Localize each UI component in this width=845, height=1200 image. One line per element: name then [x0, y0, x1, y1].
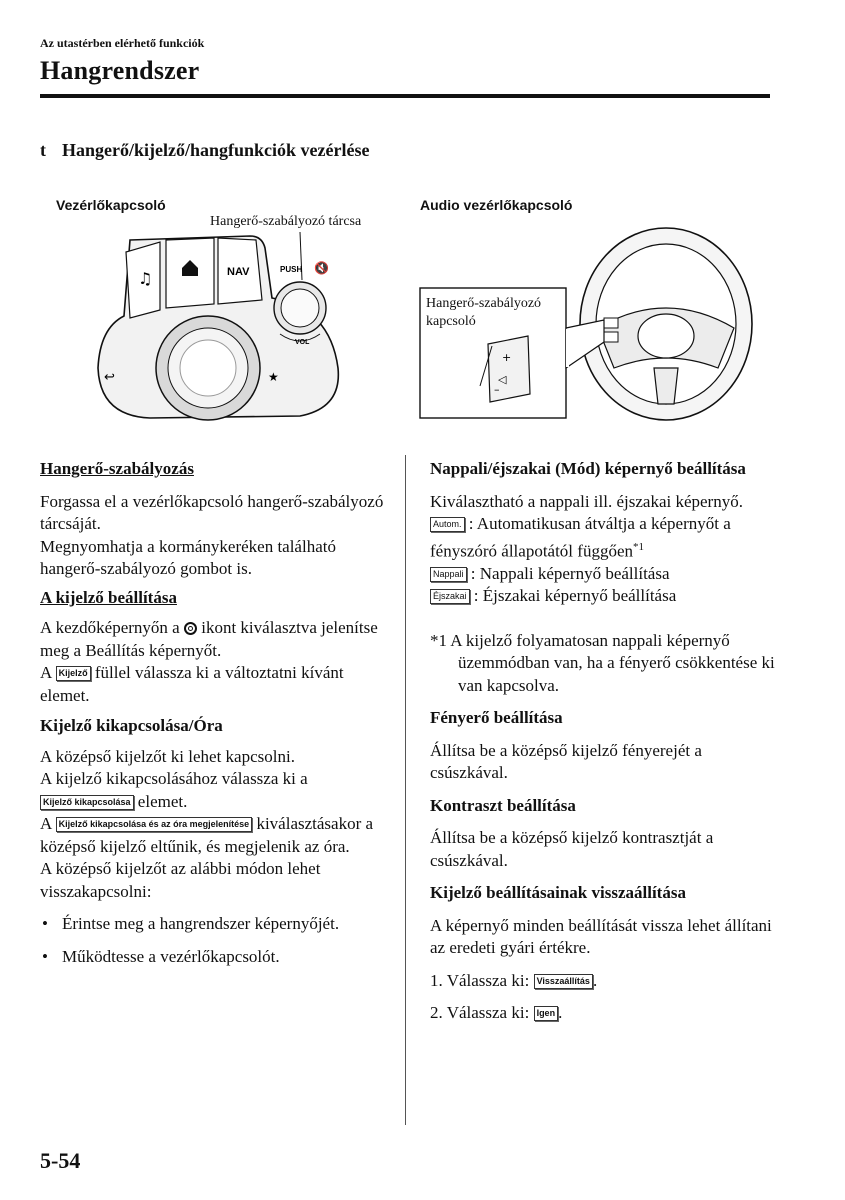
- right-column: [430, 458, 775, 1025]
- page-number: 5-54: [40, 1148, 81, 1173]
- section-marker: t: [40, 140, 46, 160]
- paragraph: A középső kijelzőt az alábbi módon lehet visszakapcsolni:: [40, 859, 321, 901]
- night-tag: Éjszakai: [430, 589, 470, 604]
- paragraph: A Kijelző kikapcsolása és az óra megjelenítése kiválasztásakor a középső kijelző eltűnik, és megjelenik az óra.: [40, 814, 374, 856]
- vol-label: VOL: [295, 339, 310, 346]
- figure-left-callout: Hangerő-szabályozó tárcsa: [210, 214, 362, 229]
- paragraph: Megnyomhatja a kormánykeréken található hangerő-szabályozó gombot is.: [40, 536, 336, 578]
- section-heading: [40, 140, 369, 161]
- day-tag: Nappali: [430, 567, 467, 582]
- commander-switch-illustration: [90, 228, 350, 423]
- figure-right-label: Audio vezérlőkapcsoló: [420, 197, 573, 213]
- list-item: • Érintse meg a hangrendszer képernyőjét.: [40, 913, 390, 936]
- figure-left-label: Vezérlőkapcsoló: [56, 197, 166, 213]
- list-item: 2. Válassza ki: Igen .: [430, 1003, 563, 1023]
- paragraph: A középső kijelzőt ki lehet kapcsolni.: [40, 746, 295, 766]
- yes-tag: Igen: [534, 1006, 559, 1021]
- heading-brightness: Fényerő beállítása: [430, 708, 563, 728]
- paragraph: Forgassa el a vezérlőkapcsoló hangerő-szabályozó tárcsáját.: [40, 491, 384, 533]
- paragraph: A kijelző kikapcsolásához válassza ki a Kijelző kikapcsolása elemet.: [40, 769, 308, 811]
- paragraph: Éjszakai : Éjszakai képernyő beállítása: [430, 585, 775, 608]
- title-rule: [40, 94, 770, 98]
- push-label: PUSH: [280, 265, 303, 274]
- section-title: Hangerő/kijelző/hangfunkciók vezérlése: [62, 140, 370, 160]
- mute-icon: 🔇: [314, 261, 329, 275]
- heading-volume: Hangerő-szabályozás: [40, 459, 194, 478]
- speaker-icon: ◁: [498, 373, 507, 386]
- heading-day-night: Nappali/éjszakai (Mód) képernyő beállítása: [430, 459, 746, 478]
- paragraph: Nappali : Nappali képernyő beállítása: [430, 563, 775, 586]
- svg-text:+: +: [502, 351, 512, 364]
- back-icon: ↩: [104, 370, 115, 385]
- settings-gear-icon: [184, 622, 197, 635]
- paragraph: Állítsa be a középső kijelző kontrasztját a csúszkával.: [430, 828, 714, 870]
- list-item: 1. Válassza ki: Visszaállítás .: [430, 970, 598, 990]
- svg-text:–: –: [494, 383, 500, 396]
- heading-display-settings: A kijelző beállítása: [40, 587, 177, 607]
- paragraph: A képernyő minden beállítását vissza lehet állítani az eredeti gyári értékre.: [430, 915, 772, 958]
- breadcrumb: Az utastérben elérhető funkciók: [40, 36, 205, 50]
- paragraph: Kiválasztható a nappali ill. éjszakai képernyő.: [430, 491, 743, 511]
- paragraph: A Kijelző füllel válassza ki a változtatni kívánt elemet.: [40, 663, 344, 705]
- heading-display-off: Kijelző kikapcsolása/Óra: [40, 716, 223, 735]
- paragraph: A kezdőképernyőn a ikont kiválasztva jelenítse meg a Beállítás képernyőt.: [40, 618, 378, 660]
- favorite-star-icon: ★: [268, 370, 279, 384]
- nav-button-label: NAV: [227, 266, 250, 278]
- music-note-icon: ♫: [138, 269, 153, 288]
- heading-contrast: Kontraszt beállítása: [430, 795, 576, 815]
- paragraph: Állítsa be a középső kijelző fényerejét a csúszkával.: [430, 740, 702, 783]
- page-title: Hangrendszer: [40, 56, 200, 85]
- display-off-tag: Kijelző kikapcsolása: [40, 795, 134, 810]
- reset-tag: Visszaállítás: [534, 974, 593, 989]
- footnote: *1 A kijelző folyamatosan nappali képernyő üzemmódban van, ha a fényerő csökkentése ki van kapcsolva.: [430, 630, 775, 695]
- left-column: [40, 458, 390, 968]
- column-divider: [405, 455, 406, 1125]
- figure-right-callout: Hangerő-szabályozó kapcsoló: [426, 296, 542, 329]
- heading-reset: Kijelző beállításainak visszaállítása: [430, 883, 686, 903]
- display-off-clock-tag: Kijelző kikapcsolása és az óra megjelenítése: [56, 817, 253, 832]
- list-item: • Működtesse a vezérlőkapcsolót.: [40, 946, 390, 969]
- autom-tag: Autom.: [430, 517, 465, 532]
- tab-kijelzo-tag: Kijelző: [56, 666, 91, 681]
- paragraph: Autom. : Automatikusan átváltja a képernyőt a fényszóró állapotától függően$^{*1}$: [430, 514, 731, 561]
